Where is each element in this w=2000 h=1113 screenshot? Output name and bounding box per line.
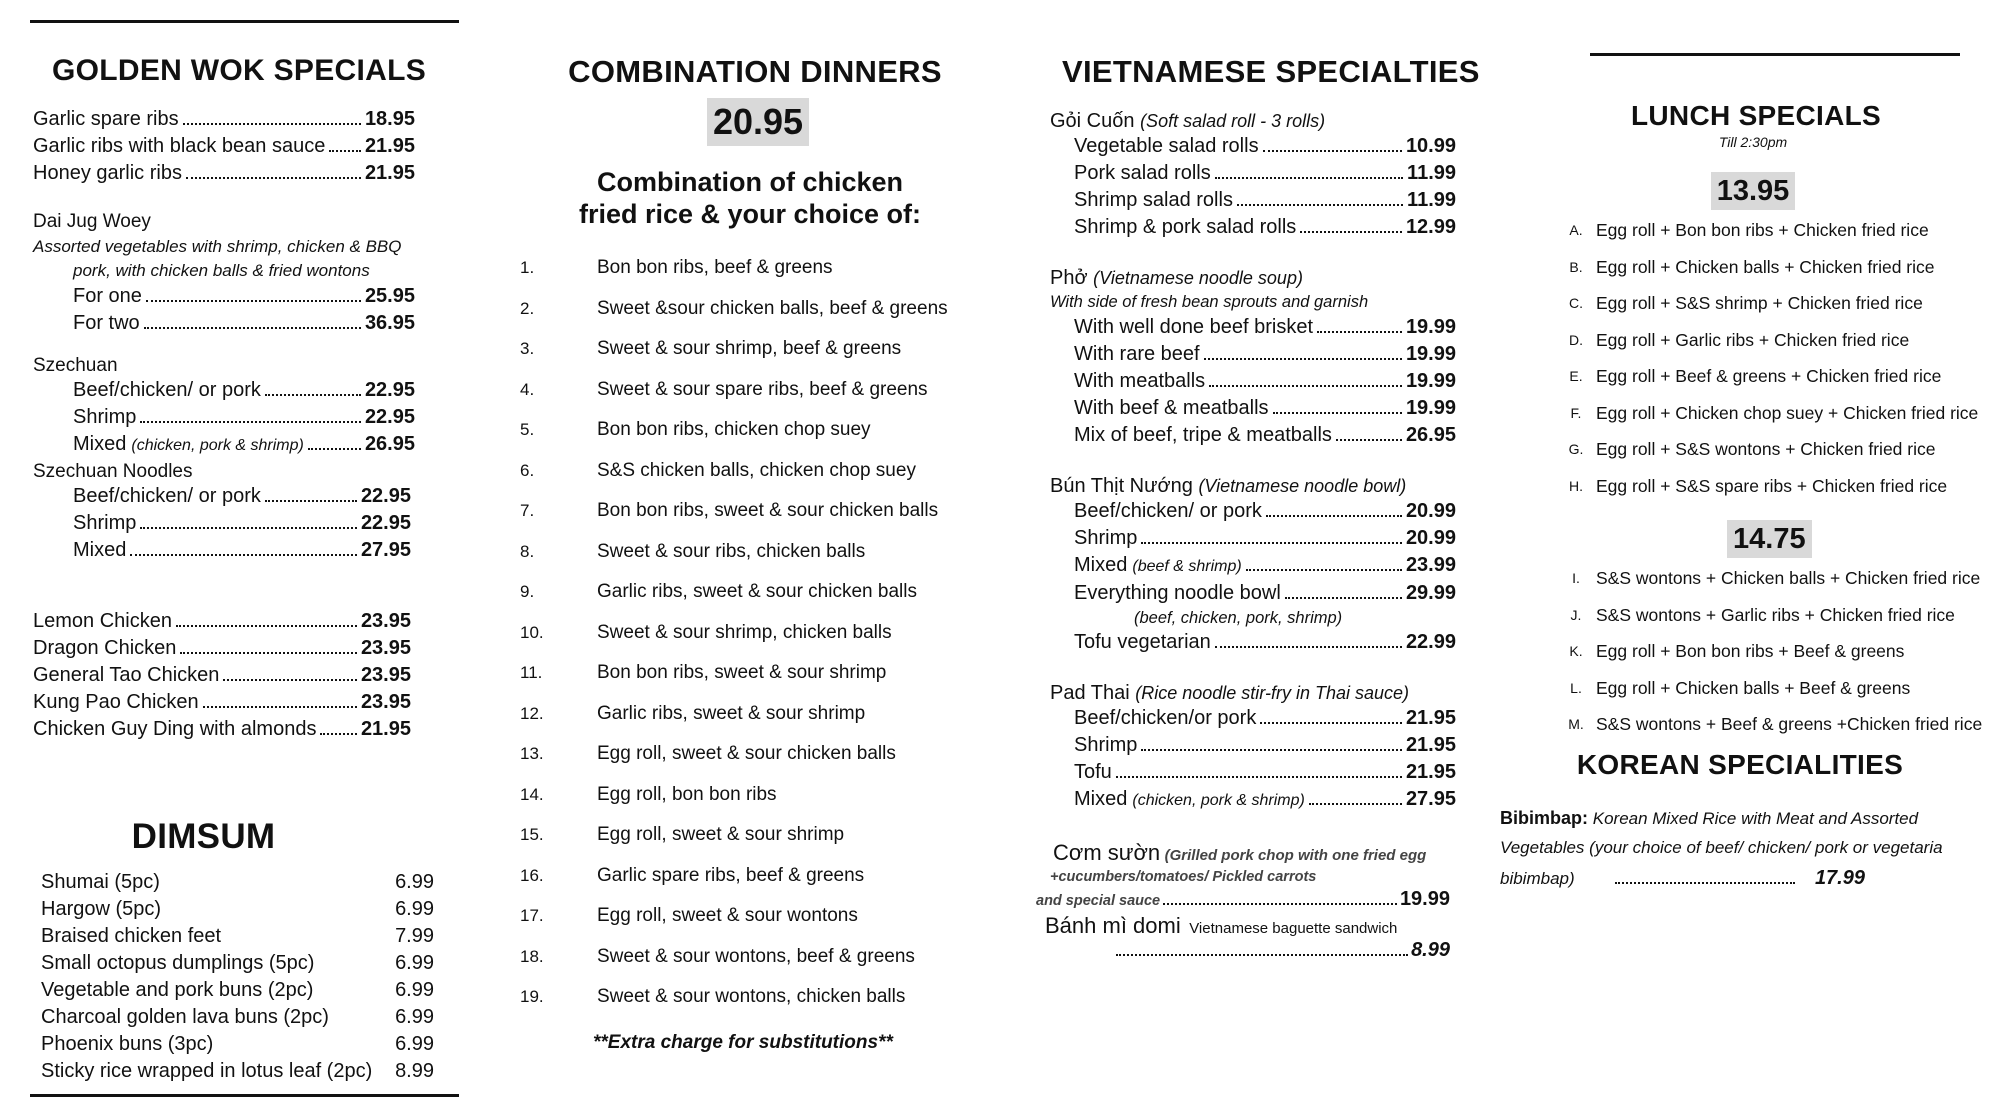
- bun-item-name: Mixed: [1074, 554, 1128, 576]
- substitution-footnote: **Extra charge for substitutions**: [593, 1031, 893, 1053]
- lunch-item-text: Egg roll + Garlic ribs + Chicken fried rice: [1596, 329, 1910, 350]
- combination-item-text: Garlic spare ribs, beef & greens: [597, 864, 865, 886]
- szechuan-noodle-option-price: 22.95: [360, 512, 411, 534]
- combination-price: 20.95: [707, 98, 809, 146]
- combination-item-number: 9.: [520, 582, 535, 601]
- combination-item-text: Egg roll, bon bon ribs: [597, 783, 777, 805]
- goi-cuon-item-name: Shrimp & pork salad rolls: [1074, 216, 1297, 238]
- lunch-item-text: Egg roll + Chicken chop suey + Chicken fried rice: [1596, 402, 1979, 423]
- combination-list: [520, 248, 980, 1018]
- bun-item: [1074, 580, 1456, 607]
- combination-item: [520, 491, 980, 532]
- combination-item: [520, 896, 980, 937]
- combination-item-text: Egg roll, sweet & sour chicken balls: [597, 743, 896, 764]
- chicken-list: [33, 608, 433, 743]
- combination-item-number: 8.: [520, 541, 535, 561]
- golden-wok-ribs-list: [33, 106, 433, 187]
- dimsum-item: [41, 1058, 434, 1085]
- combination-item-text: Sweet & sour ribs, chicken balls: [597, 540, 866, 562]
- szechuan-noodle-option-name: Mixed: [73, 539, 127, 561]
- dimsum-item-name: Small octopus dumplings (5pc): [41, 952, 315, 974]
- combination-item-number: 2.: [520, 298, 535, 318]
- goi-cuon-item-price: 10.99: [1405, 135, 1456, 157]
- szechuan-noodle-option-name: Shrimp: [73, 512, 137, 534]
- dimsum-title: DIMSUM: [131, 817, 276, 856]
- lunch-item: [1562, 212, 2000, 249]
- banh-mi-desc: Vietnamese baguette sandwich: [1189, 920, 1398, 937]
- pho-item: [1074, 314, 1456, 341]
- com-suon-desc2: +cucumbers/tomatoes/ Pickled carrots: [1050, 869, 1317, 885]
- rib-item-name: Honey garlic ribs: [33, 162, 182, 184]
- pad-thai-item-price: 21.95: [1405, 707, 1456, 729]
- rib-item-name: Garlic spare ribs: [33, 108, 179, 130]
- bun-item-name: Beef/chicken/ or pork: [1074, 500, 1262, 522]
- dimsum-item-name: Phoenix buns (3pc): [41, 1033, 214, 1055]
- dai-jug-desc1: Assorted vegetables with shrimp, chicken & BBQ: [33, 237, 402, 256]
- chicken-item-name: Kung Pao Chicken: [33, 691, 199, 713]
- dai-jug-option: [73, 310, 415, 337]
- goi-cuon-name: Gỏi Cuốn: [1050, 110, 1135, 132]
- korean-desc2: Vegetables (your choice of beef/ chicken/ pork or vegetaria: [1500, 837, 1943, 857]
- combination-item: [520, 572, 980, 613]
- lunch-subtitle: Till 2:30pm: [1718, 134, 1788, 150]
- dimsum-item-name: Hargow (5pc): [41, 898, 162, 920]
- chicken-item-price: 23.95: [360, 610, 411, 632]
- pad-thai-item-name: Mixed: [1074, 788, 1128, 810]
- chicken-item-price: 23.95: [360, 637, 411, 659]
- korean-desc1: Korean Mixed Rice with Meat and Assorted: [1592, 808, 1919, 828]
- pho-item-name: With beef & meatballs: [1074, 397, 1269, 419]
- combination-item-number: 17.: [520, 906, 544, 925]
- combination-item-number: 15.: [520, 825, 544, 844]
- bun-item-note: (beef & shrimp): [1132, 558, 1242, 575]
- dai-jug-option-price: 36.95: [364, 312, 415, 334]
- szechuan-option-price: 22.95: [364, 406, 415, 428]
- pad-thai-list: [1050, 705, 1456, 814]
- goi-cuon-list: [1050, 133, 1456, 241]
- banh-mi-name: Bánh mì domi: [1045, 913, 1181, 938]
- pho-item-name: Mix of beef, tripe & meatballs: [1074, 424, 1332, 446]
- dai-jug-desc2: pork, with chicken balls & fried wontons: [73, 261, 370, 280]
- dimsum-item-price: 6.99: [395, 1006, 434, 1028]
- combination-item: [520, 694, 980, 735]
- bun-item: [1074, 552, 1456, 580]
- combination-item-number: 10.: [520, 622, 544, 642]
- lunch-item: [1562, 249, 2000, 286]
- goi-cuon-item: [1074, 214, 1456, 241]
- bun-item-name: Everything noodle bowl: [1074, 582, 1281, 604]
- combination-item: [520, 410, 980, 451]
- pad-thai-item: [1074, 732, 1456, 759]
- dimsum-item-price: 6.99: [395, 871, 434, 893]
- combination-item-text: Sweet & sour wontons, beef & greens: [597, 945, 915, 967]
- rib-item-name: Garlic ribs with black bean sauce: [33, 135, 326, 157]
- szechuan-noodle-option-name: Beef/chicken/ or pork: [73, 485, 261, 507]
- pad-thai-note: (Rice noodle stir-fry in Thai sauce): [1135, 683, 1410, 703]
- lunch-item-text: Egg roll + S&S wontons + Chicken fried rice: [1596, 439, 1936, 459]
- combination-item-text: Garlic ribs, sweet & sour shrimp: [597, 702, 866, 724]
- combination-item-number: 3.: [520, 339, 535, 358]
- dimsum-item: [41, 869, 434, 896]
- dimsum-item-name: Shumai (5pc): [41, 871, 160, 893]
- combination-item: [520, 451, 980, 492]
- combination-item-text: Sweet & sour spare ribs, beef & greens: [597, 378, 928, 400]
- lunch-item-text: Egg roll + Chicken balls + Chicken fried rice: [1596, 256, 1935, 277]
- goi-cuon-item-price: 11.99: [1407, 189, 1456, 211]
- combination-item-number: 4.: [520, 379, 535, 399]
- bun-item: [1074, 498, 1456, 525]
- lunch-item-text: Egg roll + Beef & greens + Chicken fried rice: [1596, 366, 1942, 386]
- szechuan-noodle-option: [73, 483, 411, 510]
- com-suon-desc1: (Grilled pork chop with one fried egg: [1164, 847, 1427, 864]
- pho-item-name: With well done beef brisket: [1074, 316, 1314, 338]
- szechuan-option-note: (chicken, pork & shrimp): [131, 437, 304, 454]
- combination-item-number: 16.: [520, 865, 544, 885]
- pad-thai-item-price: 21.95: [1405, 761, 1456, 783]
- rib-item-price: 21.95: [364, 162, 415, 184]
- szechuan-option-price: 26.95: [364, 433, 415, 455]
- combination-item-text: Bon bon ribs, sweet & sour chicken balls: [597, 500, 939, 521]
- goi-cuon-item-name: Pork salad rolls: [1074, 162, 1211, 184]
- combination-item-text: Sweet & sour wontons, chicken balls: [597, 986, 906, 1007]
- dai-jug-options: [33, 283, 433, 337]
- com-suon-desc3: and special sauce: [1036, 893, 1161, 909]
- combination-subtitle-1: Combination of chicken: [596, 167, 904, 197]
- pad-thai-item: [1074, 786, 1456, 814]
- pho-item-price: 26.95: [1405, 424, 1456, 446]
- lunch-item-letter: K.: [1569, 643, 1583, 659]
- combination-item-text: Egg roll, sweet & sour wontons: [597, 905, 858, 926]
- dai-jug-name: Dai Jug Woey: [33, 211, 151, 232]
- szechuan-noodle-option-price: 27.95: [360, 539, 411, 561]
- szechuan-name: Szechuan: [33, 355, 118, 376]
- combination-item-text: Garlic ribs, sweet & sour chicken balls: [597, 581, 917, 602]
- szechuan-noodle-option: [73, 537, 411, 564]
- pad-thai-item: [1074, 705, 1456, 732]
- dimsum-section: [41, 817, 434, 1085]
- combination-title: COMBINATION DINNERS: [568, 54, 942, 89]
- dai-jug-option-name: For two: [73, 312, 140, 334]
- chicken-item-price: 23.95: [360, 664, 411, 686]
- pad-thai-item-name: Tofu: [1074, 761, 1112, 783]
- pad-thai-item-price: 21.95: [1405, 734, 1456, 756]
- szechuan-option: [73, 431, 415, 459]
- com-suon-price: 19.99: [1399, 888, 1450, 910]
- lunch-section: [1500, 0, 2000, 894]
- chicken-item: [33, 662, 411, 689]
- goi-cuon-item: [1074, 133, 1456, 160]
- pad-thai-item-name: Beef/chicken/or pork: [1074, 707, 1257, 729]
- pho-sub: With side of fresh bean sprouts and garnish: [1050, 293, 1369, 311]
- bun-name: Bún Thịt Nướng: [1050, 475, 1193, 497]
- combination-item-text: Sweet &sour chicken balls, beef & greens: [597, 297, 948, 319]
- lunch-item-letter: M.: [1568, 716, 1584, 732]
- lunch-item: [1562, 670, 2000, 707]
- combination-item: [520, 734, 980, 775]
- pho-item: [1074, 368, 1456, 395]
- combination-item: [520, 977, 980, 1018]
- dimsum-item: [41, 1004, 434, 1031]
- szechuan-option-price: 22.95: [364, 379, 415, 401]
- goi-cuon-item-price: 11.99: [1407, 162, 1456, 184]
- bun-list: [1050, 498, 1456, 607]
- pho-item-name: With meatballs: [1074, 370, 1206, 392]
- bun-tofu-row: [1050, 629, 1456, 656]
- dimsum-item: [41, 896, 434, 923]
- combination-item: [520, 856, 980, 897]
- pho-item-name: With rare beef: [1074, 343, 1200, 365]
- szechuan-option-name: Beef/chicken/ or pork: [73, 379, 261, 401]
- szechuan-noodle-option-price: 22.95: [360, 485, 411, 507]
- lunch-item-letter: I.: [1572, 570, 1580, 586]
- lunch-item: [1562, 633, 2000, 670]
- combination-item: [520, 653, 980, 694]
- chicken-item-name: Lemon Chicken: [33, 610, 172, 632]
- chicken-item: [33, 635, 411, 662]
- combination-item-text: S&S chicken balls, chicken chop suey: [597, 459, 916, 481]
- lunch-item-text: S&S wontons + Chicken balls + Chicken fried rice: [1596, 568, 1981, 588]
- lunch-group-2-list: [1500, 560, 2000, 743]
- dimsum-item-price: 6.99: [395, 979, 434, 1001]
- bun-tofu-price: 22.99: [1405, 631, 1456, 653]
- lunch-item-letter: J.: [1570, 606, 1582, 623]
- lunch-item-text: S&S wontons + Garlic ribs + Chicken fried rice: [1596, 604, 1955, 625]
- combination-item: [520, 775, 980, 816]
- lunch-item: [1562, 597, 2000, 634]
- combination-item-number: 13.: [520, 744, 544, 763]
- lunch-item-letter: A.: [1569, 222, 1583, 238]
- com-suon-name: Cơm sườn: [1053, 840, 1161, 865]
- combination-item-number: 18.: [520, 946, 544, 966]
- korean-desc3: bibimbap): [1500, 868, 1575, 888]
- dimsum-item: [41, 950, 434, 977]
- dai-jug-option: [73, 283, 415, 310]
- lunch-item-letter: H.: [1569, 477, 1583, 494]
- dimsum-item-price: 6.99: [395, 898, 434, 920]
- chicken-item-price: 23.95: [360, 691, 411, 713]
- combination-item: [520, 613, 980, 654]
- combination-item: [520, 937, 980, 978]
- szechuan-options: [33, 377, 433, 459]
- lunch-item-text: Egg roll + Chicken balls + Beef & greens: [1596, 677, 1911, 698]
- lunch-price-1: 13.95: [1711, 172, 1796, 210]
- szechuan-option-name: Mixed: [73, 433, 127, 455]
- dimsum-item: [41, 1031, 434, 1058]
- lunch-item-text: Egg roll + Bon bon ribs + Chicken fried rice: [1596, 220, 1929, 240]
- pad-thai-item-price: 27.95: [1405, 788, 1456, 810]
- combination-item-text: Bon bon ribs, sweet & sour shrimp: [597, 662, 887, 683]
- combination-item: [520, 329, 980, 370]
- bun-item-name: Shrimp: [1074, 527, 1138, 549]
- lunch-price-2: 14.75: [1727, 520, 1812, 558]
- lunch-item: [1562, 395, 2000, 432]
- chicken-item: [33, 608, 411, 635]
- lunch-item-text: S&S wontons + Beef & greens +Chicken fried rice: [1596, 714, 1983, 734]
- lunch-title: LUNCH SPECIALS: [1631, 100, 1881, 131]
- bun-item-price: 20.99: [1405, 527, 1456, 549]
- bun-item-price: 29.99: [1405, 582, 1456, 604]
- korean-name: Bibimbap:: [1500, 807, 1588, 828]
- rib-item: [33, 106, 415, 133]
- rib-item-price: 18.95: [364, 108, 415, 130]
- szechuan-noodles-options: [33, 483, 411, 564]
- golden-wok-title: GOLDEN WOK SPECIALS: [51, 54, 427, 87]
- korean-price: 17.99: [1814, 866, 1865, 889]
- bun-item-price: 20.99: [1405, 500, 1456, 522]
- dimsum-item-price: 6.99: [395, 952, 434, 974]
- combination-item-text: Sweet & sour shrimp, beef & greens: [597, 338, 902, 359]
- dimsum-item-price: 7.99: [395, 925, 434, 947]
- chicken-item-price: 21.95: [360, 718, 411, 740]
- vietnamese-section: [1036, 0, 1480, 962]
- lunch-item: [1562, 468, 2000, 505]
- dimsum-item-name: Vegetable and pork buns (2pc): [41, 979, 314, 1001]
- pad-thai-item: [1074, 759, 1456, 786]
- combination-item-number: 7.: [520, 501, 535, 520]
- lunch-item-text: Egg roll + S&S spare ribs + Chicken fried rice: [1596, 475, 1948, 496]
- dimsum-item: [41, 923, 434, 950]
- szechuan-option: [73, 377, 415, 404]
- goi-cuon-item-price: 12.99: [1405, 216, 1456, 238]
- chicken-item-name: Dragon Chicken: [33, 637, 177, 659]
- dimsum-item: [41, 977, 434, 1004]
- combination-item-number: 11.: [520, 663, 543, 682]
- banh-mi-price: 8.99: [1411, 939, 1450, 961]
- combination-item-text: Bon bon ribs, beef & greens: [597, 257, 833, 278]
- bun-everything-note: (beef, chicken, pork, shrimp): [1134, 609, 1343, 627]
- rib-item-price: 21.95: [364, 135, 415, 157]
- pho-item: [1074, 422, 1456, 449]
- bun-item: [1074, 525, 1456, 552]
- lunch-group-1-list: [1500, 212, 2000, 504]
- pho-item-price: 19.99: [1405, 343, 1456, 365]
- bun-tofu-name: Tofu vegetarian: [1074, 631, 1211, 653]
- dai-jug-option-price: 25.95: [364, 285, 415, 307]
- szechuan-noodle-option: [73, 510, 411, 537]
- lunch-item: [1562, 560, 2000, 597]
- dimsum-item-name: Sticky rice wrapped in lotus leaf (2pc): [41, 1060, 373, 1082]
- lunch-item: [1562, 431, 2000, 468]
- lunch-item: [1562, 322, 2000, 359]
- goi-cuon-note: (Soft salad roll - 3 rolls): [1140, 111, 1326, 131]
- combination-item: [520, 532, 980, 573]
- combination-item: [520, 289, 980, 330]
- combination-item: [520, 248, 980, 289]
- goi-cuon-item: [1074, 187, 1456, 214]
- vietnamese-title: VIETNAMESE SPECIALTIES: [1062, 54, 1480, 89]
- combination-item-text: Bon bon ribs, chicken chop suey: [597, 419, 871, 440]
- pad-thai-item-name: Shrimp: [1074, 734, 1138, 756]
- lunch-item-letter: F.: [1570, 404, 1582, 421]
- goi-cuon-item: [1074, 160, 1456, 187]
- szechuan-noodles-name: Szechuan Noodles: [33, 461, 193, 482]
- pad-thai-item-note: (chicken, pork & shrimp): [1132, 792, 1305, 809]
- bun-item-price: 23.99: [1405, 554, 1456, 576]
- combination-item: [520, 815, 980, 856]
- combination-item-number: 1.: [520, 258, 535, 277]
- bottom-rule-col1: [30, 1094, 459, 1097]
- lunch-item-letter: E.: [1569, 368, 1583, 384]
- pho-item-price: 19.99: [1405, 397, 1456, 419]
- combination-item: [520, 370, 980, 411]
- bun-note: (Vietnamese noodle bowl): [1198, 476, 1407, 496]
- combination-item-number: 5.: [520, 420, 535, 439]
- dimsum-item-price: 8.99: [395, 1060, 434, 1082]
- goi-cuon-item-name: Shrimp salad rolls: [1074, 189, 1233, 211]
- pad-thai-name: Pad Thai: [1050, 682, 1130, 704]
- lunch-item: [1562, 706, 2000, 743]
- pho-name: Phở: [1050, 267, 1088, 289]
- rib-item: [33, 160, 415, 187]
- rib-item: [33, 133, 415, 160]
- pho-item-price: 19.99: [1405, 316, 1456, 338]
- pho-item-price: 19.99: [1405, 370, 1456, 392]
- dimsum-item-name: Charcoal golden lava buns (2pc): [41, 1006, 329, 1028]
- combination-item-number: 19.: [520, 987, 544, 1006]
- dimsum-list: [41, 869, 434, 1085]
- lunch-item: [1562, 285, 2000, 322]
- lunch-item-letter: B.: [1569, 258, 1583, 275]
- pho-note: (Vietnamese noodle soup): [1093, 268, 1303, 288]
- lunch-item-letter: C.: [1569, 295, 1583, 311]
- combination-item-text: Egg roll, sweet & sour shrimp: [597, 824, 845, 845]
- combination-item-text: Sweet & sour shrimp, chicken balls: [597, 621, 892, 643]
- chicken-item: [33, 716, 411, 743]
- szechuan-option: [73, 404, 415, 431]
- korean-title: KOREAN SPECIALITIES: [1576, 748, 1904, 780]
- dimsum-item-name: Braised chicken feet: [41, 925, 222, 947]
- lunch-item-letter: G.: [1568, 441, 1584, 457]
- szechuan-option-name: Shrimp: [73, 406, 137, 428]
- chicken-item-name: General Tao Chicken: [33, 664, 220, 686]
- chicken-item-name: Chicken Guy Ding with almonds: [33, 718, 317, 740]
- lunch-item: [1562, 358, 2000, 395]
- lunch-item-letter: D.: [1569, 331, 1583, 348]
- combination-item-number: 6.: [520, 460, 535, 480]
- combination-item-number: 14.: [520, 784, 544, 804]
- dimsum-item-price: 6.99: [395, 1033, 434, 1055]
- combination-section: [520, 0, 980, 1054]
- goi-cuon-item-name: Vegetable salad rolls: [1074, 135, 1259, 157]
- chicken-item: [33, 689, 411, 716]
- combination-item-number: 12.: [520, 703, 544, 723]
- pho-item: [1074, 395, 1456, 422]
- lunch-item-letter: L.: [1570, 679, 1582, 696]
- lunch-item-text: Egg roll + S&S shrimp + Chicken fried rice: [1596, 293, 1923, 313]
- pho-item: [1074, 341, 1456, 368]
- golden-wok-section: [33, 0, 433, 743]
- lunch-item-text: Egg roll + Bon bon ribs + Beef & greens: [1596, 641, 1905, 661]
- combination-subtitle-2: fried rice & your choice of:: [578, 199, 922, 229]
- dai-jug-option-name: For one: [73, 285, 142, 307]
- pho-list: [1050, 314, 1456, 449]
